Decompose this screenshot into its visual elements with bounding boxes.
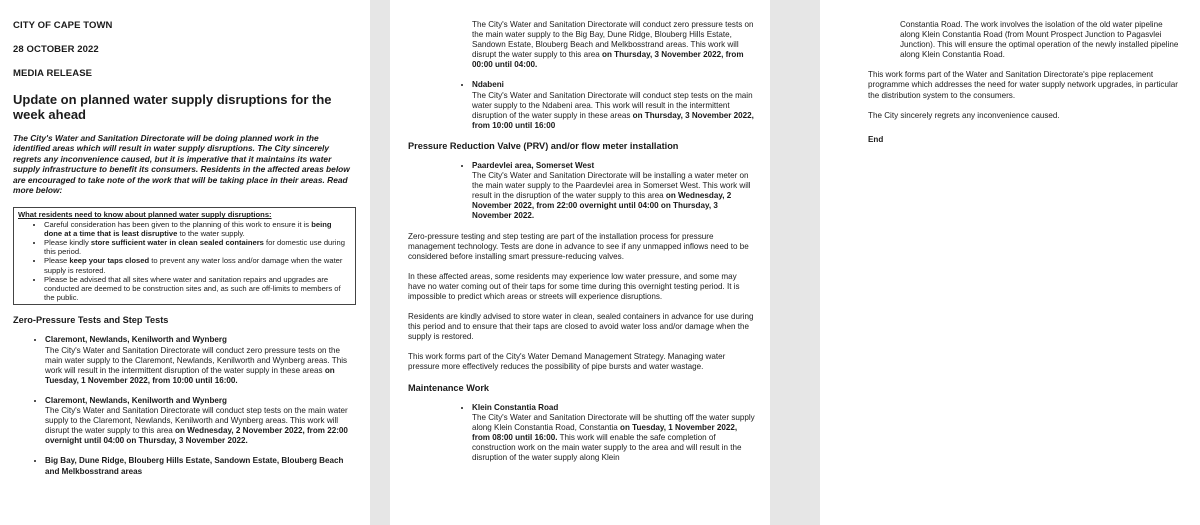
info-box-title: What residents need to know about planned water supply disruptions: [18,210,272,220]
body-paragraph: Residents are kindly advised to store water in clean, sealed containers in advance for use during this period and to ensure that their taps are closed to avoid water loss and/or damage when the supply is restored. [408,312,754,342]
area-name: • Paardevlei area, Somerset West [472,160,595,170]
info-box-item: • Please keep your taps closed to prevent any water loss and/or damage when the water supply is restored. [44,256,351,274]
continued-paragraph: Constantia Road. The work involves the isolation of the old water pipeline along Klein Constantia Road (from Mount Prospect Junction to Pagasvlei Junction). This will ensure the optimal operation of the newly installed pipeline along Klein Constantia Road. [900,20,1179,60]
area-name: • Big Bay, Dune Ridge, Blouberg Hills Estate, Sandown Estate, Blouberg Beach and Melkbosstrand areas [45,456,344,476]
section-heading-prv: Pressure Reduction Valve (PRV) and/or flow meter installation [408,140,679,151]
section-heading: Zero-Pressure Tests and Step Tests [13,315,169,326]
section-heading-maintenance: Maintenance Work [408,382,490,393]
list-item: • Klein Constantia Road The City's Water and Sanitation Directorate will be shutting off the water supply along Klein Constantia Road, Constantia on Tuesday, 1 November 2022, from 08:00 until 16:00. This work will enable the safe completion of construction work on the main water supply to the area and will result in the disruption of the water supply along Klein [472,403,756,464]
document-page-2 [390,0,770,525]
list-item [45,456,356,476]
maintenance-list [440,403,756,464]
list-item: • Claremont, Newlands, Kenilworth and Wynberg The City's Water and Sanitation Directorate will conduct zero pressure tests on the main water supply to the Claremont, Newlands, Kenilworth and Wynberg areas. This work will result in the intermittent disruption of the water supply in these areas on Tuesday, 1 November 2022, from 10:00 until 16:00. [45,335,356,385]
release-type: MEDIA RELEASE [13,68,93,79]
body-paragraph: This work forms part of the Water and Sanitation Directorate's pipe replacement programme which addresses the need for water supply network upgrades, in particular the distribution system to the consumers. [868,70,1178,100]
body-paragraph: This work forms part of the City's Water Demand Management Strategy. Managing water pressure more effectively reduces the possibility of pipe bursts and water wastage. [408,352,726,372]
page-title: Update on planned water supply disruptions for the week ahead [13,92,332,122]
document-page-1 [0,0,370,525]
body-paragraph: Zero-pressure testing and step testing are part of the installation process for pressure management technology. Tests are done in advance to see if any unmapped inflows need to be considered before installing smart pressure-reducing valves. [408,231,749,261]
area-list-continued [440,20,756,70]
list-item: • Claremont, Newlands, Kenilworth and Wynberg The City's Water and Sanitation Directorate will conduct step tests on the main water supply to the Claremont, Newlands, Kenilworth and Wynberg areas. This work will disrupt the water supply to this area on Wednesday, 2 November 2022, from 22:00 overnight until 04:00 on Thursday, 3 November 2022. [45,396,356,446]
org-name: CITY OF CAPE TOWN [13,20,113,31]
area-name: • Claremont, Newlands, Kenilworth and Wynberg [45,395,227,405]
area-name: • Claremont, Newlands, Kenilworth and Wynberg [45,335,227,345]
area-name: • Klein Constantia Road [472,402,559,412]
list-item: • Paardevlei area, Somerset West The City's Water and Sanitation Directorate will be installing a water meter on the main water supply to the Paardevlei area in Somerset West. This work will result in the disruption of the water supply to this area on Wednesday, 2 November 2022, from 22:00 overnight until 04:00 on Thursday, 3 November 2022. [472,161,756,222]
info-box-item: • Careful consideration has been given to the planning of this work to ensure it is being done at a time that is least disruptive to the water supply. [44,220,351,238]
info-box-item: • Please kindly store sufficient water in clean sealed containers for domestic use during this period. [44,238,351,256]
body-paragraph: In these affected areas, some residents may experience low water pressure, and some may have no water coming out of their taps for some time during this overnight testing period. It is impossible to predict which areas or streets will experience disruptions. [408,271,740,301]
info-box-item: • Please be advised that all sites where water and sanitation repairs and upgrades are conducted are deemed to be construction sites and, as such are off-limits to members of the public. [44,275,351,303]
closing-paragraph: The City sincerely regrets any inconvenience caused. [868,110,1060,120]
end-marker: End [868,134,884,144]
intro-paragraph: The City's Water and Sanitation Directorate will be doing planned work in the identified areas which will result in water supply disruptions. The City sincerely regrets any inconvenience caused, but it is imperative that it maintains its water supply infrastructure to benefit its consumers. Residents in the affected areas below are encouraged to take note of the work that will be taking place in their areas. Read more below: [13,133,350,196]
list-item: The City's Water and Sanitation Directorate will conduct zero pressure tests on the main water supply to the Big Bay, Dune Ridge, Blouberg Hills Estate, Sandown Estate, Blouberg Beach and Melkbosstrand areas. This work will disrupt the water supply to this area on Thursday, 3 November 2022, from 00:00 until 04:00. [472,20,754,70]
list-item: • Ndabeni The City's Water and Sanitation Directorate will conduct step tests on the main water supply to the Ndabeni area. This work will result in the intermittent disruption of the water supply in these areas on Thursday, 3 November 2022, from 10:00 until 16:00 [472,80,756,130]
area-name: • Ndabeni [472,80,504,90]
residents-info-box [13,207,356,305]
area-list [13,335,356,476]
prv-list [440,161,756,222]
area-list [440,80,756,130]
release-date: 28 OCTOBER 2022 [13,44,99,55]
document-page-3 [820,0,1200,525]
info-box-list [18,220,351,303]
